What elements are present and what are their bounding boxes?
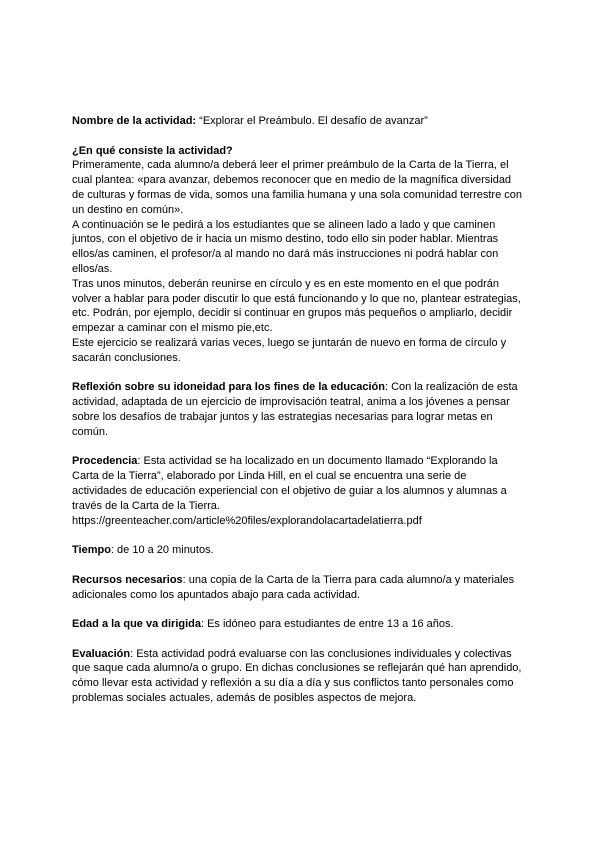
nombre-label: Nombre de la actividad: xyxy=(72,115,197,127)
reflexion-first-line: Reflexión sobre su idoneidad para los fines de la educación: Con la realización de esta xyxy=(72,381,518,394)
section-tiempo xyxy=(72,543,532,558)
nombre-value: “Explorar el Preámbulo. El desafío de avanzar” xyxy=(196,115,428,127)
procedencia-first-line: Procedencia: Esta actividad se ha localizado en un documento llamado “Explorando la xyxy=(72,455,498,468)
evaluacion-line: que saque cada alumno/a o grupo. En dichas conclusiones se reflejarán qué han aprendido, xyxy=(72,662,522,675)
consiste-line: empezar a caminar con el mismo pie,etc. xyxy=(72,322,273,335)
consiste-line: A continuación se le pedirá a los estudiantes que se alineen lado a lado y que caminen xyxy=(72,218,496,231)
document-page xyxy=(72,114,532,721)
consiste-line: ellos/as caminen, el profesor/a al mando no dará más instrucciones ni podrá hablar con xyxy=(72,248,499,261)
procedencia-line: través de la Carta de la Tierra. xyxy=(72,499,220,512)
section-evaluacion xyxy=(72,647,532,706)
reflexion-line: común. xyxy=(72,425,109,438)
edad-label: Edad a la que va dirigida xyxy=(72,618,201,631)
procedencia-url: https://greenteacher.com/article%20files/explorandolacartadelatierra.pdf xyxy=(72,514,422,527)
evaluacion-line: problemas sociales actuales, además de posibles aspectos de mejora. xyxy=(72,692,417,705)
reflexion-line: sobre los desafíos de trabajar juntos y las estrategias necesarias para lograr metas en xyxy=(72,410,493,423)
evaluacion-line: cómo llevar esta actividad y reflexión a su día a día y sus conflictos tanto personales como xyxy=(72,677,514,690)
evaluacion-first-line: Evaluación: Esta actividad podrá evaluarse con las conclusiones individuales y colectivas xyxy=(72,647,512,660)
section-consiste xyxy=(72,144,532,366)
section-reflexion xyxy=(72,380,532,439)
consiste-line: etc. Podrán, por ejemplo, decidir si continuar en grupos más pequeños o ampliarlo, decidir xyxy=(72,307,513,320)
tiempo-label: Tiempo xyxy=(72,544,111,557)
consiste-line: de culturas y formas de vida, somos una familia humana y una sola comunidad terrestre con xyxy=(72,188,523,201)
edad-line: Edad a la que va dirigida: Es idóneo para estudiantes de entre 13 a 16 años. xyxy=(72,618,454,631)
section-procedencia xyxy=(72,454,532,528)
evaluacion-label: Evaluación xyxy=(72,647,131,660)
nombre-line xyxy=(72,114,532,129)
consiste-heading: ¿En qué consiste la actividad? xyxy=(72,144,233,157)
consiste-line: sacarán conclusiones. xyxy=(72,351,181,364)
section-edad xyxy=(72,617,532,632)
reflexion-label: Reflexión sobre su idoneidad para los fines de la educación xyxy=(72,381,385,394)
recursos-first-line: Recursos necesarios: una copia de la Carta de la Tierra para cada alumno/a y materiales xyxy=(72,573,515,586)
procedencia-line: actividades de educación experiencial con el objetivo de guiar a los alumnos y alumnas a xyxy=(72,484,507,497)
consiste-line: cual plantea: «para avanzar, debemos reconocer que en medio de la magnífica diversidad xyxy=(72,174,512,187)
procedencia-line: Carta de la Tierra”, elaborado por Linda Hill, en el cual se encuentra una serie de xyxy=(72,470,467,483)
consiste-line: ellos/as. xyxy=(72,262,113,275)
consiste-line: un destino en común». xyxy=(72,203,184,216)
tiempo-line: Tiempo: de 10 a 20 minutos. xyxy=(72,544,214,557)
consiste-line: Este ejercicio se realizará varias veces, luego se juntarán de nuevo en forma de círculo y xyxy=(72,336,507,349)
consiste-line: Tras unos minutos, deberán reunirse en círculo y es en este momento en el que podrán xyxy=(72,277,500,290)
consiste-line: Primeramente, cada alumno/a deberá leer el primer preámbulo de la Carta de la Tierra, el xyxy=(72,159,509,172)
section-nombre xyxy=(72,114,532,129)
reflexion-line: actividad, adaptada de un ejercicio de improvisación teatral, anima a los jóvenes a pensar xyxy=(72,396,510,409)
section-recursos xyxy=(72,573,532,603)
procedencia-label: Procedencia xyxy=(72,455,138,468)
consiste-line: juntos, con el objetivo de ir hacia un mismo destino, todo ello sin poder hablar. Mientras xyxy=(72,233,499,246)
recursos-line: adicionales como los apuntados abajo para cada actividad. xyxy=(72,588,361,601)
recursos-label: Recursos necesarios xyxy=(72,573,183,586)
consiste-line: volver a hablar para poder discutir lo que está funcionando y lo que no, plantear estrategias, xyxy=(72,292,521,305)
